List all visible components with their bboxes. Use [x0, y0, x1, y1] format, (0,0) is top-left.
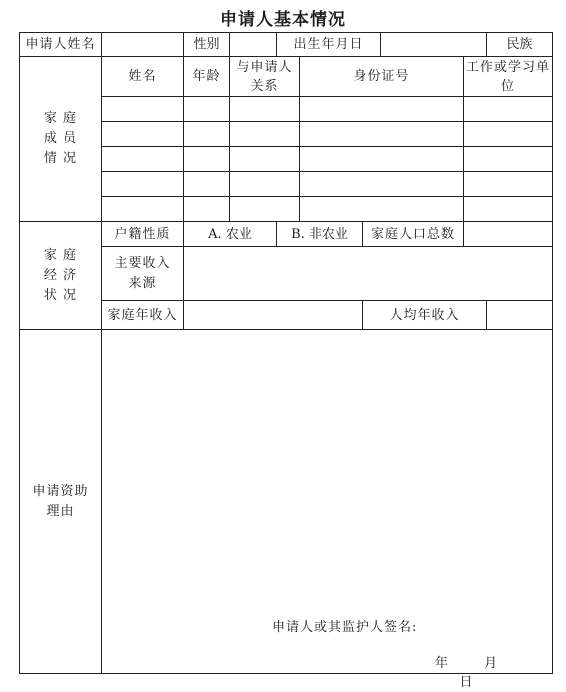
gender-field[interactable] [230, 33, 277, 57]
member-name-cell[interactable] [102, 97, 184, 122]
reason-section-label: 申请资助 理由 [20, 330, 102, 674]
household-type-label: 户籍性质 [102, 222, 184, 247]
member-relation-cell[interactable] [230, 147, 300, 172]
member-age-cell[interactable] [184, 97, 230, 122]
member-id-cell[interactable] [300, 147, 464, 172]
member-name-header: 姓名 [102, 57, 184, 97]
member-id-cell[interactable] [300, 172, 464, 197]
date-year-label: 年 [434, 656, 448, 671]
member-relation-cell[interactable] [230, 97, 300, 122]
household-size-field[interactable] [464, 222, 553, 247]
annual-income-label: 家庭年收入 [102, 301, 184, 330]
member-workplace-cell[interactable] [464, 147, 553, 172]
member-age-header: 年龄 [184, 57, 230, 97]
member-name-cell[interactable] [102, 147, 184, 172]
member-relation-cell[interactable] [230, 172, 300, 197]
member-workplace-cell[interactable] [464, 172, 553, 197]
member-id-header: 身份证号 [300, 57, 464, 97]
signature-label: 申请人或其监护人签名: [272, 620, 418, 635]
member-workplace-cell[interactable] [464, 122, 553, 147]
option-agricultural[interactable]: A. 农业 [184, 222, 277, 247]
applicant-name-field[interactable] [102, 33, 184, 57]
member-name-cell[interactable] [102, 122, 184, 147]
member-age-cell[interactable] [184, 197, 230, 222]
member-name-cell[interactable] [102, 197, 184, 222]
member-id-cell[interactable] [300, 97, 464, 122]
member-relation-header: 与申请人关系 [230, 57, 300, 97]
member-workplace-cell[interactable] [464, 97, 553, 122]
gender-label: 性别 [184, 33, 230, 57]
signature-date [412, 654, 552, 692]
member-workplace-header: 工作或学习单位 [464, 57, 553, 97]
member-relation-cell[interactable] [230, 122, 300, 147]
member-age-cell[interactable] [184, 122, 230, 147]
member-age-cell[interactable] [184, 172, 230, 197]
reason-field[interactable] [102, 330, 553, 690]
per-capita-income-label: 人均年收入 [363, 301, 487, 330]
birth-date-field[interactable] [381, 33, 487, 57]
page-title: 申请人基本情况 [220, 10, 346, 30]
date-day-label: 日 [459, 675, 473, 690]
member-id-cell[interactable] [300, 197, 464, 222]
applicant-name-label: 申请人姓名 [20, 33, 102, 57]
member-id-cell[interactable] [300, 122, 464, 147]
income-source-field[interactable] [184, 247, 553, 301]
date-month-label: 月 [484, 656, 498, 671]
annual-income-field[interactable] [184, 301, 363, 330]
member-workplace-cell[interactable] [464, 197, 553, 222]
economic-section-label: 家 庭 经 济 状 况 [20, 222, 102, 330]
member-age-cell[interactable] [184, 147, 230, 172]
ethnicity-label: 民族 [487, 33, 553, 57]
member-name-cell[interactable] [102, 172, 184, 197]
option-non-agricultural[interactable]: B. 非农业 [277, 222, 363, 247]
member-relation-cell[interactable] [230, 197, 300, 222]
family-members-section-label: 家 庭 成 员 情 况 [20, 57, 102, 222]
birth-date-label: 出生年月日 [277, 33, 381, 57]
application-form [19, 32, 553, 690]
per-capita-income-field[interactable] [487, 301, 553, 330]
household-size-label: 家庭人口总数 [363, 222, 464, 247]
income-source-label: 主要收入 来源 [102, 247, 184, 301]
